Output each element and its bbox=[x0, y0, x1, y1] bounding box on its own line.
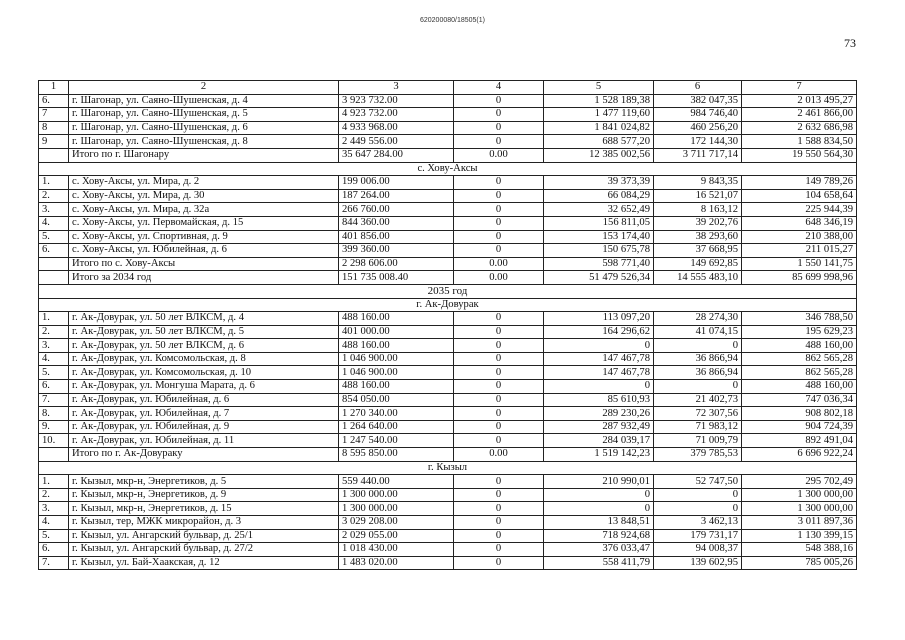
value-cell-6: 139 602,95 bbox=[654, 556, 742, 570]
value-cell-5: 289 230,26 bbox=[544, 407, 654, 421]
value-cell-7: 3 011 897,36 bbox=[742, 516, 857, 530]
table-row bbox=[39, 529, 857, 543]
column-header: 6 bbox=[654, 81, 742, 95]
value-cell-5: 598 771,40 bbox=[544, 257, 654, 271]
value-cell-5: 1 477 119,60 bbox=[544, 108, 654, 122]
address-cell: г. Кызыл, мкр-н, Энергетиков, д. 15 bbox=[69, 502, 339, 516]
address-cell: г. Ак-Довурак, ул. 50 лет ВЛКСМ, д. 6 bbox=[69, 339, 339, 353]
address-cell: с. Хову-Аксы, ул. Мира, д. 30 bbox=[69, 189, 339, 203]
value-cell-7: 892 491,04 bbox=[742, 434, 857, 448]
value-cell-3: 199 006.00 bbox=[339, 176, 454, 190]
funding-table bbox=[38, 80, 857, 570]
value-cell-5: 113 097,20 bbox=[544, 312, 654, 326]
value-cell-3: 1 483 020.00 bbox=[339, 556, 454, 570]
value-cell-3: 401 856.00 bbox=[339, 230, 454, 244]
value-cell-6: 38 293,60 bbox=[654, 230, 742, 244]
address-cell: г. Кызыл, ул. Ангарский бульвар, д. 25/1 bbox=[69, 529, 339, 543]
value-cell-3: 488 160.00 bbox=[339, 339, 454, 353]
value-cell-4: 0 bbox=[454, 502, 544, 516]
value-cell-6: 94 008,37 bbox=[654, 543, 742, 557]
value-cell-3: 1 046 900.00 bbox=[339, 352, 454, 366]
value-cell-6: 0 bbox=[654, 380, 742, 394]
value-cell-7: 2 461 866,00 bbox=[742, 108, 857, 122]
value-cell-3: 187 264.00 bbox=[339, 189, 454, 203]
value-cell-6: 984 746,40 bbox=[654, 108, 742, 122]
value-cell-5: 284 039,17 bbox=[544, 434, 654, 448]
value-cell-3: 1 264 640.00 bbox=[339, 420, 454, 434]
table-row bbox=[39, 176, 857, 190]
address-cell: г. Кызыл, мкр-н, Энергетиков, д. 9 bbox=[69, 488, 339, 502]
value-cell-7: 1 550 141,75 bbox=[742, 257, 857, 271]
value-cell-7: 908 802,18 bbox=[742, 407, 857, 421]
value-cell-3: 3 029 208.00 bbox=[339, 516, 454, 530]
value-cell-4: 0 bbox=[454, 203, 544, 217]
table-row bbox=[39, 339, 857, 353]
value-cell-7: 104 658,64 bbox=[742, 189, 857, 203]
value-cell-5: 51 479 526,34 bbox=[544, 271, 654, 285]
city-header-row bbox=[39, 298, 857, 312]
address-cell: г. Ак-Довурак, ул. Комсомольская, д. 8 bbox=[69, 352, 339, 366]
value-cell-4: 0 bbox=[454, 393, 544, 407]
value-cell-6: 9 843,35 bbox=[654, 176, 742, 190]
value-cell-4: 0.00 bbox=[454, 448, 544, 462]
address-cell: с. Хову-Аксы, ул. Мира, д. 32а bbox=[69, 203, 339, 217]
row-number bbox=[39, 257, 69, 271]
table-row bbox=[39, 135, 857, 149]
value-cell-4: 0 bbox=[454, 352, 544, 366]
value-cell-5: 13 848,51 bbox=[544, 516, 654, 530]
value-cell-6: 149 692,85 bbox=[654, 257, 742, 271]
row-number: 6. bbox=[39, 543, 69, 557]
total-row bbox=[39, 148, 857, 162]
value-cell-6: 0 bbox=[654, 339, 742, 353]
address-cell: Итого за 2034 год bbox=[69, 271, 339, 285]
address-cell: г. Ак-Довурак, ул. 50 лет ВЛКСМ, д. 4 bbox=[69, 312, 339, 326]
address-cell: Итого по с. Хову-Аксы bbox=[69, 257, 339, 271]
year-header-row bbox=[39, 284, 857, 298]
value-cell-3: 8 595 850.00 bbox=[339, 448, 454, 462]
table-row bbox=[39, 352, 857, 366]
value-cell-4: 0 bbox=[454, 230, 544, 244]
value-cell-4: 0 bbox=[454, 325, 544, 339]
value-cell-6: 36 866,94 bbox=[654, 352, 742, 366]
value-cell-3: 4 923 732.00 bbox=[339, 108, 454, 122]
value-cell-6: 21 402,73 bbox=[654, 393, 742, 407]
table-row bbox=[39, 556, 857, 570]
value-cell-7: 2 632 686,98 bbox=[742, 121, 857, 135]
table-row bbox=[39, 407, 857, 421]
value-cell-6: 28 274,30 bbox=[654, 312, 742, 326]
value-cell-7: 1 588 834,50 bbox=[742, 135, 857, 149]
value-cell-6: 72 307,56 bbox=[654, 407, 742, 421]
row-number: 4. bbox=[39, 352, 69, 366]
address-cell: с. Хову-Аксы, ул. Первомайская, д. 15 bbox=[69, 216, 339, 230]
value-cell-5: 210 990,01 bbox=[544, 475, 654, 489]
row-number: 1. bbox=[39, 475, 69, 489]
address-cell: с. Хову-Аксы, ул. Юбилейная, д. 6 bbox=[69, 244, 339, 258]
document-id: 620200080/18505(1) bbox=[419, 17, 485, 24]
address-cell: г. Кызыл, тер, МЖК микрорайон, д. 3 bbox=[69, 516, 339, 530]
row-number: 2. bbox=[39, 325, 69, 339]
value-cell-4: 0 bbox=[454, 216, 544, 230]
table-row bbox=[39, 108, 857, 122]
value-cell-5: 32 652,49 bbox=[544, 203, 654, 217]
value-cell-6: 0 bbox=[654, 488, 742, 502]
value-cell-7: 862 565,28 bbox=[742, 366, 857, 380]
value-cell-4: 0 bbox=[454, 488, 544, 502]
city-label: с. Хову-Аксы bbox=[39, 162, 857, 176]
value-cell-7: 85 699 998,96 bbox=[742, 271, 857, 285]
value-cell-4: 0 bbox=[454, 121, 544, 135]
value-cell-5: 150 675,78 bbox=[544, 244, 654, 258]
row-number: 6. bbox=[39, 94, 69, 108]
value-cell-3: 266 760.00 bbox=[339, 203, 454, 217]
address-cell: с. Хову-Аксы, ул. Мира, д. 2 bbox=[69, 176, 339, 190]
value-cell-7: 904 724,39 bbox=[742, 420, 857, 434]
value-cell-5: 12 385 002,56 bbox=[544, 148, 654, 162]
address-cell: г. Шагонар, ул. Саяно-Шушенская, д. 8 bbox=[69, 135, 339, 149]
column-header: 7 bbox=[742, 81, 857, 95]
value-cell-7: 1 130 399,15 bbox=[742, 529, 857, 543]
value-cell-7: 210 388,00 bbox=[742, 230, 857, 244]
table-row bbox=[39, 380, 857, 394]
column-header: 5 bbox=[544, 81, 654, 95]
page-number: 73 bbox=[844, 36, 856, 50]
value-cell-3: 2 029 055.00 bbox=[339, 529, 454, 543]
city-label: г. Кызыл bbox=[39, 461, 857, 475]
row-number bbox=[39, 448, 69, 462]
address-cell: г. Кызыл, ул. Бай-Хаакская, д. 12 bbox=[69, 556, 339, 570]
row-number: 6. bbox=[39, 380, 69, 394]
value-cell-3: 488 160.00 bbox=[339, 312, 454, 326]
column-header: 3 bbox=[339, 81, 454, 95]
row-number: 7. bbox=[39, 393, 69, 407]
address-cell: г. Ак-Довурак, ул. Юбилейная, д. 9 bbox=[69, 420, 339, 434]
value-cell-7: 548 388,16 bbox=[742, 543, 857, 557]
value-cell-3: 1 300 000.00 bbox=[339, 502, 454, 516]
row-number: 4. bbox=[39, 216, 69, 230]
address-cell: с. Хову-Аксы, ул. Спортивная, д. 9 bbox=[69, 230, 339, 244]
row-number: 4. bbox=[39, 516, 69, 530]
value-cell-3: 399 360.00 bbox=[339, 244, 454, 258]
value-cell-5: 718 924,68 bbox=[544, 529, 654, 543]
value-cell-6: 179 731,17 bbox=[654, 529, 742, 543]
address-cell: г. Ак-Довурак, ул. Комсомольская, д. 10 bbox=[69, 366, 339, 380]
row-number: 5. bbox=[39, 529, 69, 543]
table-row bbox=[39, 325, 857, 339]
value-cell-3: 35 647 284.00 bbox=[339, 148, 454, 162]
value-cell-7: 6 696 922,24 bbox=[742, 448, 857, 462]
address-cell: г. Шагонар, ул. Саяно-Шушенская, д. 5 bbox=[69, 108, 339, 122]
value-cell-7: 488 160,00 bbox=[742, 380, 857, 394]
value-cell-5: 1 519 142,23 bbox=[544, 448, 654, 462]
value-cell-3: 1 046 900.00 bbox=[339, 366, 454, 380]
value-cell-6: 0 bbox=[654, 502, 742, 516]
value-cell-4: 0 bbox=[454, 556, 544, 570]
value-cell-4: 0.00 bbox=[454, 148, 544, 162]
value-cell-3: 151 735 008.40 bbox=[339, 271, 454, 285]
column-header: 1 bbox=[39, 81, 69, 95]
row-number: 3. bbox=[39, 203, 69, 217]
total-row bbox=[39, 448, 857, 462]
table-row bbox=[39, 516, 857, 530]
table-row bbox=[39, 230, 857, 244]
table-row bbox=[39, 216, 857, 230]
value-cell-6: 460 256,20 bbox=[654, 121, 742, 135]
value-cell-3: 2 298 606.00 bbox=[339, 257, 454, 271]
year-label: 2035 год bbox=[39, 284, 857, 298]
address-cell: г. Кызыл, ул. Ангарский бульвар, д. 27/2 bbox=[69, 543, 339, 557]
row-number: 8. bbox=[39, 407, 69, 421]
value-cell-3: 1 247 540.00 bbox=[339, 434, 454, 448]
value-cell-4: 0 bbox=[454, 366, 544, 380]
row-number: 3. bbox=[39, 339, 69, 353]
value-cell-6: 52 747,50 bbox=[654, 475, 742, 489]
value-cell-7: 225 944,39 bbox=[742, 203, 857, 217]
row-number: 8 bbox=[39, 121, 69, 135]
value-cell-6: 37 668,95 bbox=[654, 244, 742, 258]
value-cell-3: 1 270 340.00 bbox=[339, 407, 454, 421]
value-cell-3: 1 018 430.00 bbox=[339, 543, 454, 557]
value-cell-4: 0 bbox=[454, 108, 544, 122]
value-cell-6: 3 462,13 bbox=[654, 516, 742, 530]
value-cell-3: 401 000.00 bbox=[339, 325, 454, 339]
value-cell-3: 3 923 732.00 bbox=[339, 94, 454, 108]
value-cell-5: 0 bbox=[544, 380, 654, 394]
row-number: 6. bbox=[39, 244, 69, 258]
value-cell-3: 1 300 000.00 bbox=[339, 488, 454, 502]
value-cell-5: 287 932,49 bbox=[544, 420, 654, 434]
table-row bbox=[39, 189, 857, 203]
total-row bbox=[39, 271, 857, 285]
row-number: 10. bbox=[39, 434, 69, 448]
value-cell-4: 0 bbox=[454, 176, 544, 190]
row-number: 3. bbox=[39, 502, 69, 516]
column-header: 4 bbox=[454, 81, 544, 95]
table-row bbox=[39, 94, 857, 108]
value-cell-6: 71 009,79 bbox=[654, 434, 742, 448]
value-cell-7: 211 015,27 bbox=[742, 244, 857, 258]
value-cell-5: 156 811,05 bbox=[544, 216, 654, 230]
value-cell-4: 0 bbox=[454, 244, 544, 258]
value-cell-6: 379 785,53 bbox=[654, 448, 742, 462]
column-header: 2 bbox=[69, 81, 339, 95]
row-number: 1. bbox=[39, 312, 69, 326]
table-row bbox=[39, 121, 857, 135]
value-cell-4: 0 bbox=[454, 420, 544, 434]
address-cell: Итого по г. Шагонару bbox=[69, 148, 339, 162]
address-cell: г. Шагонар, ул. Саяно-Шушенская, д. 4 bbox=[69, 94, 339, 108]
table-row bbox=[39, 543, 857, 557]
city-header-row bbox=[39, 461, 857, 475]
table-row bbox=[39, 488, 857, 502]
value-cell-5: 0 bbox=[544, 488, 654, 502]
value-cell-6: 36 866,94 bbox=[654, 366, 742, 380]
table-row bbox=[39, 366, 857, 380]
value-cell-4: 0 bbox=[454, 407, 544, 421]
value-cell-7: 2 013 495,27 bbox=[742, 94, 857, 108]
row-number: 9. bbox=[39, 420, 69, 434]
value-cell-4: 0 bbox=[454, 516, 544, 530]
table-row bbox=[39, 502, 857, 516]
value-cell-5: 164 296,62 bbox=[544, 325, 654, 339]
value-cell-6: 39 202,76 bbox=[654, 216, 742, 230]
row-number: 7. bbox=[39, 556, 69, 570]
address-cell: г. Ак-Довурак, ул. Юбилейная, д. 7 bbox=[69, 407, 339, 421]
value-cell-5: 147 467,78 bbox=[544, 352, 654, 366]
table-row bbox=[39, 244, 857, 258]
address-cell: г. Ак-Довурак, ул. Юбилейная, д. 6 bbox=[69, 393, 339, 407]
value-cell-6: 3 711 717,14 bbox=[654, 148, 742, 162]
address-cell: г. Шагонар, ул. Саяно-Шушенская, д. 6 bbox=[69, 121, 339, 135]
value-cell-4: 0.00 bbox=[454, 257, 544, 271]
value-cell-5: 85 610,93 bbox=[544, 393, 654, 407]
row-number: 5. bbox=[39, 366, 69, 380]
value-cell-7: 1 300 000,00 bbox=[742, 488, 857, 502]
value-cell-7: 488 160,00 bbox=[742, 339, 857, 353]
value-cell-7: 747 036,34 bbox=[742, 393, 857, 407]
row-number: 5. bbox=[39, 230, 69, 244]
value-cell-4: 0 bbox=[454, 434, 544, 448]
value-cell-3: 854 050.00 bbox=[339, 393, 454, 407]
value-cell-4: 0 bbox=[454, 380, 544, 394]
table-row bbox=[39, 312, 857, 326]
city-label: г. Ак-Довурак bbox=[39, 298, 857, 312]
row-number bbox=[39, 148, 69, 162]
value-cell-3: 559 440.00 bbox=[339, 475, 454, 489]
value-cell-7: 785 005,26 bbox=[742, 556, 857, 570]
value-cell-3: 4 933 968.00 bbox=[339, 121, 454, 135]
value-cell-5: 558 411,79 bbox=[544, 556, 654, 570]
value-cell-3: 844 360.00 bbox=[339, 216, 454, 230]
address-cell: г. Ак-Довурак, ул. Монгуша Марата, д. 6 bbox=[69, 380, 339, 394]
value-cell-4: 0 bbox=[454, 543, 544, 557]
value-cell-4: 0 bbox=[454, 94, 544, 108]
value-cell-6: 16 521,07 bbox=[654, 189, 742, 203]
table-row bbox=[39, 434, 857, 448]
value-cell-6: 382 047,35 bbox=[654, 94, 742, 108]
value-cell-7: 295 702,49 bbox=[742, 475, 857, 489]
value-cell-5: 1 528 189,38 bbox=[544, 94, 654, 108]
value-cell-6: 71 983,12 bbox=[654, 420, 742, 434]
value-cell-6: 14 555 483,10 bbox=[654, 271, 742, 285]
row-number: 9 bbox=[39, 135, 69, 149]
total-row bbox=[39, 257, 857, 271]
value-cell-5: 376 033,47 bbox=[544, 543, 654, 557]
value-cell-5: 147 467,78 bbox=[544, 366, 654, 380]
value-cell-7: 1 300 000,00 bbox=[742, 502, 857, 516]
value-cell-6: 8 163,12 bbox=[654, 203, 742, 217]
value-cell-4: 0 bbox=[454, 475, 544, 489]
value-cell-5: 153 174,40 bbox=[544, 230, 654, 244]
value-cell-4: 0 bbox=[454, 339, 544, 353]
column-header-row bbox=[39, 81, 857, 95]
row-number: 2. bbox=[39, 488, 69, 502]
value-cell-5: 1 841 024,82 bbox=[544, 121, 654, 135]
address-cell: г. Ак-Довурак, ул. Юбилейная, д. 11 bbox=[69, 434, 339, 448]
value-cell-7: 648 346,19 bbox=[742, 216, 857, 230]
value-cell-7: 195 629,23 bbox=[742, 325, 857, 339]
value-cell-7: 862 565,28 bbox=[742, 352, 857, 366]
value-cell-7: 149 789,26 bbox=[742, 176, 857, 190]
value-cell-3: 488 160.00 bbox=[339, 380, 454, 394]
value-cell-6: 172 144,30 bbox=[654, 135, 742, 149]
value-cell-5: 39 373,39 bbox=[544, 176, 654, 190]
address-cell: г. Кызыл, мкр-н, Энергетиков, д. 5 bbox=[69, 475, 339, 489]
address-cell: г. Ак-Довурак, ул. 50 лет ВЛКСМ, д. 5 bbox=[69, 325, 339, 339]
value-cell-7: 19 550 564,30 bbox=[742, 148, 857, 162]
value-cell-6: 41 074,15 bbox=[654, 325, 742, 339]
table-row bbox=[39, 475, 857, 489]
value-cell-4: 0 bbox=[454, 189, 544, 203]
row-number: 2. bbox=[39, 189, 69, 203]
value-cell-4: 0.00 bbox=[454, 271, 544, 285]
value-cell-5: 0 bbox=[544, 339, 654, 353]
value-cell-3: 2 449 556.00 bbox=[339, 135, 454, 149]
value-cell-7: 346 788,50 bbox=[742, 312, 857, 326]
value-cell-4: 0 bbox=[454, 529, 544, 543]
value-cell-4: 0 bbox=[454, 135, 544, 149]
row-number bbox=[39, 271, 69, 285]
row-number: 7 bbox=[39, 108, 69, 122]
value-cell-5: 0 bbox=[544, 502, 654, 516]
table-row bbox=[39, 420, 857, 434]
table-row bbox=[39, 393, 857, 407]
value-cell-5: 66 084,29 bbox=[544, 189, 654, 203]
row-number: 1. bbox=[39, 176, 69, 190]
address-cell: Итого по г. Ак-Довураку bbox=[69, 448, 339, 462]
value-cell-5: 688 577,20 bbox=[544, 135, 654, 149]
value-cell-4: 0 bbox=[454, 312, 544, 326]
city-header-row bbox=[39, 162, 857, 176]
table-row bbox=[39, 203, 857, 217]
